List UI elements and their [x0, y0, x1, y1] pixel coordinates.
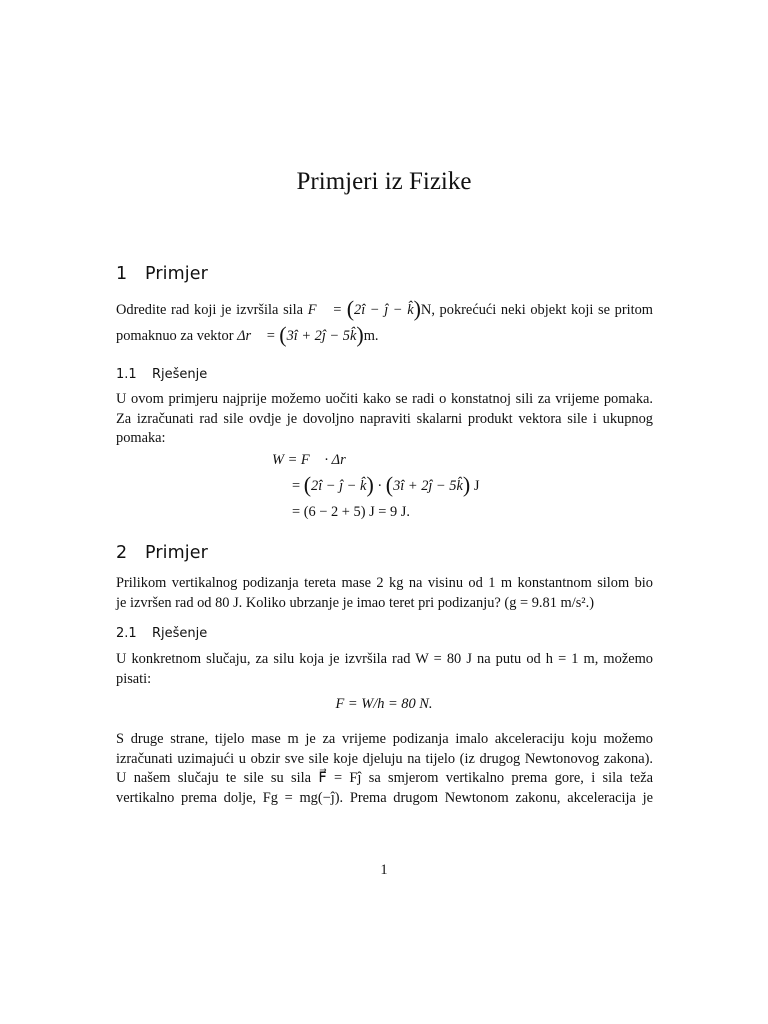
subsection-title: Rješenje: [152, 367, 208, 382]
section-1-heading: [116, 264, 208, 284]
section-1-problem: [116, 296, 653, 347]
problem-text: N, pokrećući neki objekt koji se pritom: [420, 302, 653, 318]
problem-line-2: pomaknuo za vektor Δr⃗ = (3î + 2ĵ − 5k̂)m.: [116, 321, 379, 347]
section-title: Primjer: [145, 264, 208, 284]
document-title: Primjeri iz Fizike: [296, 168, 472, 195]
paragraph-line: pomaka:: [116, 430, 166, 446]
subsection-number: 1.1: [116, 367, 137, 382]
equation-text: W = F⃗ · Δr⃗: [272, 452, 357, 468]
subsection-1-1-heading: [116, 367, 207, 382]
paragraph-line: je izvršen rad od 80 J. Koliko ubrzanje je imao teret pri podizanju? (g = 9.81 m/s².): [116, 594, 594, 611]
section-number: 2: [116, 543, 128, 563]
paragraph-line: U ovom primjeru najprije možemo uočiti kako se radi o konstatnoj sili za vrijeme pomaka.: [116, 391, 653, 407]
problem-text: m.: [363, 327, 379, 344]
paragraph-line: Prilikom vertikalnog podizanja tereta mase 2 kg na visinu od 1 m konstantnom silom bio: [116, 575, 653, 591]
solution-2-text-2: [116, 730, 653, 808]
section-2-problem: [116, 574, 653, 613]
subsection-title: Rješenje: [152, 626, 208, 641]
paragraph-line: S druge strane, tijelo mase m je za vrijeme podizanja imalo akceleraciju koju možemo: [116, 731, 653, 747]
problem-text: pomaknuo za vektor: [116, 327, 238, 344]
equation-force: [0, 696, 768, 713]
equation-work-definition: [272, 452, 357, 469]
unit: J: [473, 478, 480, 494]
equation-text: F = W/h = 80 N.: [335, 696, 433, 712]
solution-2-text-1: [116, 650, 653, 689]
page-number: 1: [380, 862, 388, 878]
displacement-expression: 3î + 2ĵ − 5k̂: [393, 478, 463, 494]
force-vector: F⃗ =: [307, 302, 347, 318]
equation-text: = (6 − 2 + 5) J = 9 J.: [292, 504, 411, 520]
paragraph-line: vertikalno prema dolje, Fg = mg(−ĵ). Prema drugom Newtonom zakonu, akceleracija je: [116, 789, 653, 806]
equation-work-substitution: = (2î − ĵ − k̂) · (3î + 2ĵ − 5k̂) J: [292, 472, 480, 497]
displacement-expression: 3î + 2ĵ − 5k̂: [286, 327, 357, 344]
paragraph-line: U našem slučaju te sile su sila F⃗ = Fĵ sa smjerom vertikalno prema gore, i sila teža: [116, 770, 653, 786]
paragraph-line: U konkretnom slučaju, za silu koja je izvršila rad W = 80 J na putu od h = 1 m, možemo: [116, 651, 653, 667]
subsection-2-1-heading: [116, 626, 207, 641]
paragraph-line: pisati:: [116, 670, 152, 687]
problem-line-1: Odredite rad koji je izvršila sila F⃗ = (2î − ĵ − k̂)N, pokrećući neki objekt koji se pritom: [116, 296, 653, 321]
equation-work-result: [292, 504, 410, 521]
section-2-heading: [116, 543, 208, 563]
paragraph-line: Za izračunati rad sile ovdje je dovoljno napraviti skalarni produkt vektora sile i ukupnog: [116, 410, 653, 427]
displacement-vector: Δr⃗ =: [237, 327, 280, 344]
problem-text: Odredite rad koji je izvršila sila: [116, 302, 308, 318]
paragraph-line: izračunati uzimajući u obzir sve sile koje djeluju na tijelo (iz drugog Newtonovog zakona).: [116, 750, 653, 767]
force-expression: 2î − ĵ − k̂: [311, 478, 367, 494]
solution-1-text: [116, 390, 653, 449]
section-title: Primjer: [145, 543, 208, 563]
subsection-number: 2.1: [116, 626, 137, 641]
section-number: 1: [116, 264, 128, 284]
force-expression: 2î − ĵ − k̂: [354, 302, 414, 318]
